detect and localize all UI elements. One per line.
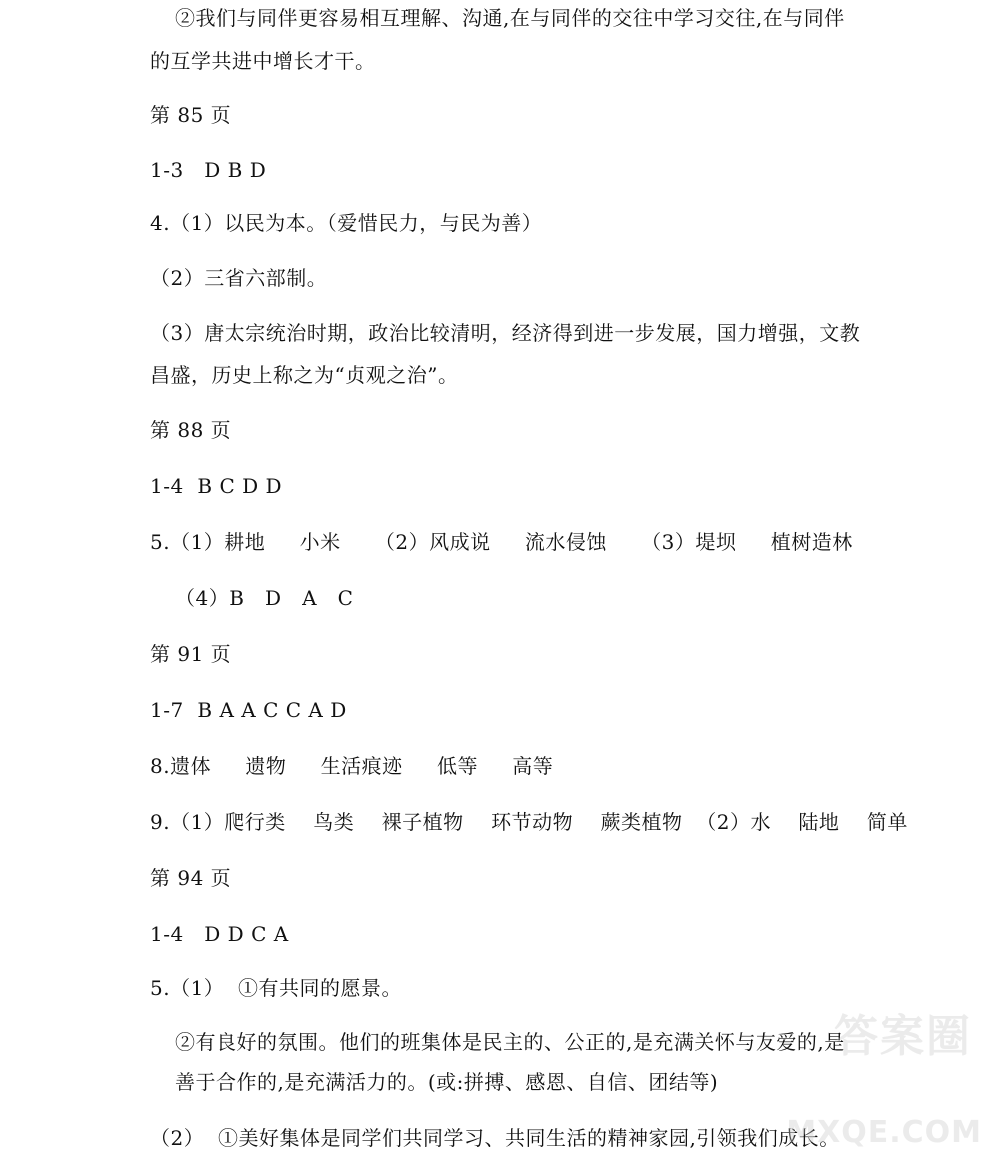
text-line-1: ②我们与同伴更容易相互理解、沟通,在与同伴的交往中学习交往,在与同伴 [175, 6, 845, 30]
answer-4-1: 4.（1）以民为本。（爱惜民力，与民为善） [150, 211, 543, 235]
watermark-logo-text: 答案圈 [834, 1011, 972, 1062]
answer-5-1: 5.（1） ①有共同的愿景。 [150, 976, 403, 1000]
text-line-2: 的互学共进中增长才干。 [150, 49, 376, 73]
answer-1-7: 1-7 B A A C C A D [150, 698, 347, 722]
page-heading-85: 第 85 页 [150, 103, 232, 127]
answer-1-4-b: 1-4 D D C A [150, 922, 289, 946]
answer-4-3-b: 昌盛，历史上称之为“贞观之治”。 [150, 363, 459, 387]
answer-1-4: 1-4 B C D D [150, 474, 283, 498]
answer-5-2: （2） ①美好集体是同学们共同学习、共同生活的精神家园,引领我们成长。 [150, 1126, 840, 1150]
page-heading-91: 第 91 页 [150, 642, 232, 666]
answer-9: 9.（1）爬行类 鸟类 裸子植物 环节动物 蕨类植物 （2）水 陆地 简单 [150, 810, 908, 834]
answer-5-1-2b: 善于合作的,是充满活力的。(或:拼搏、感恩、自信、团结等) [175, 1070, 719, 1094]
answer-5-1-2a: ②有良好的氛围。他们的班集体是民主的、公正的,是充满关怀与友爱的,是 [175, 1030, 845, 1054]
answer-5-b: （4）B D A C [175, 586, 354, 610]
answer-4-3-a: （3）唐太宗统治时期，政治比较清明，经济得到进一步发展，国力增强，文教 [150, 321, 861, 345]
watermark-domain: MXQE.COM [786, 1115, 982, 1150]
answer-5-a: 5.（1）耕地 小米 （2）风成说 流水侵蚀 （3）堤坝 植树造林 [150, 530, 853, 554]
answer-1-3: 1-3 D B D [150, 158, 267, 182]
answer-4-2: （2）三省六部制。 [150, 266, 328, 290]
answer-8: 8.遗体 遗物 生活痕迹 低等 高等 [150, 754, 554, 778]
page-heading-88: 第 88 页 [150, 418, 232, 442]
page-heading-94: 第 94 页 [150, 866, 232, 890]
